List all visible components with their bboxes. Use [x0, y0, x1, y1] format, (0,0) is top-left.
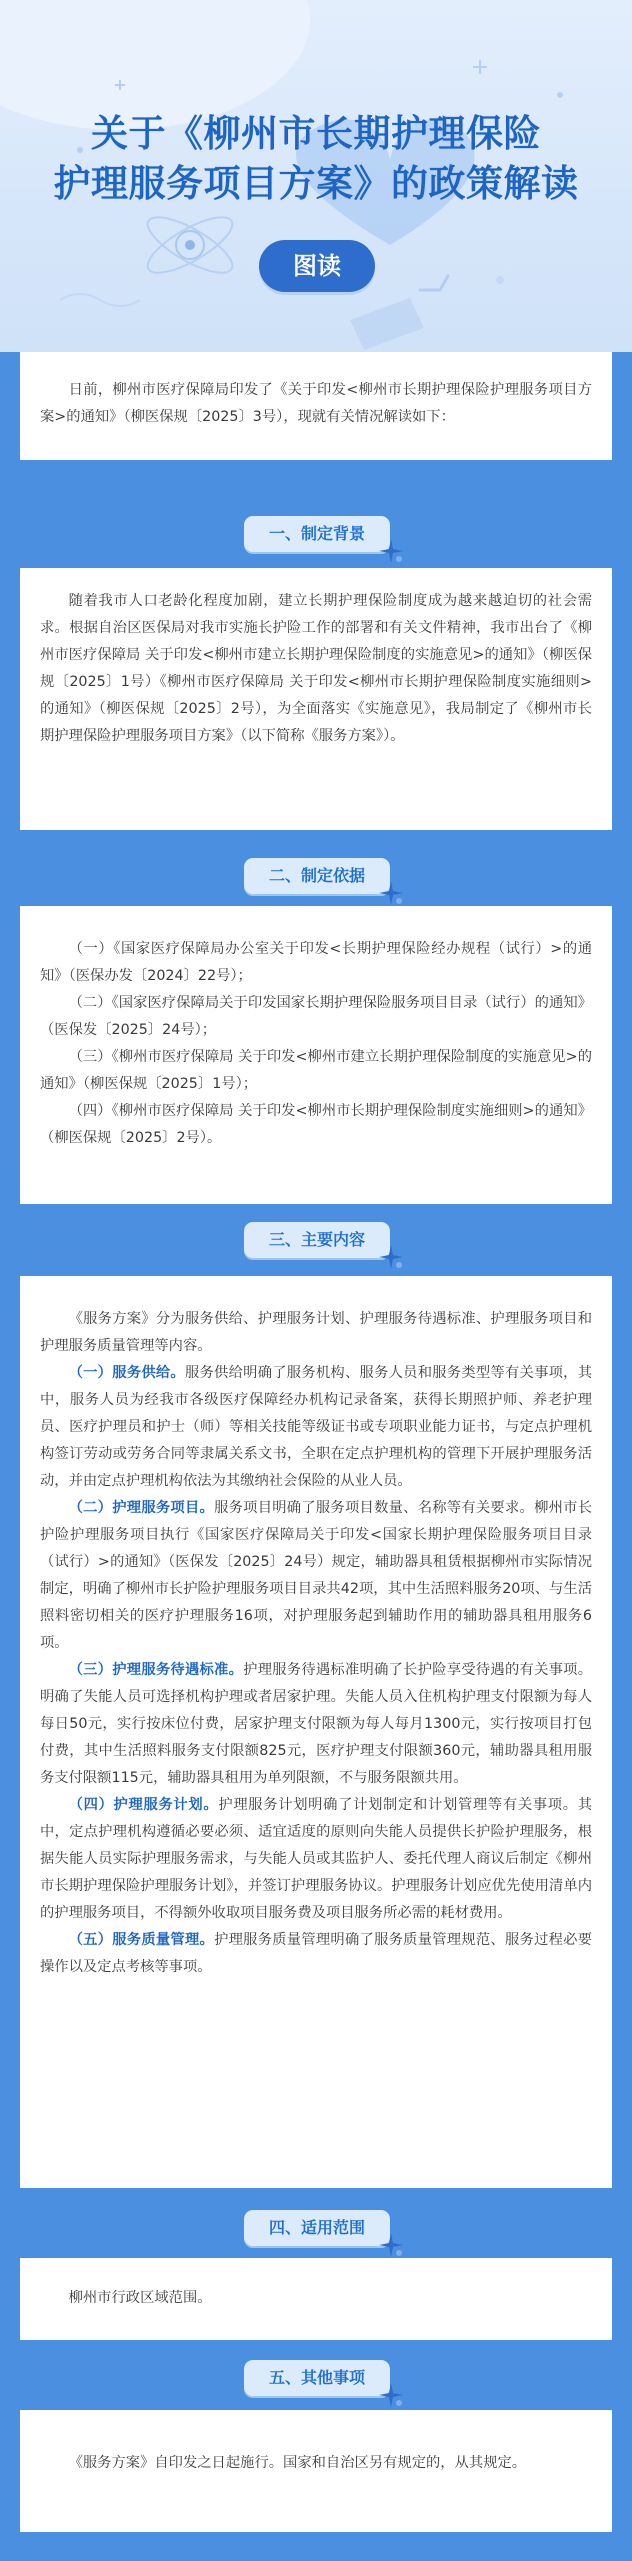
content-item-lead: （二）护理服务项目。 — [68, 1500, 215, 1516]
section-tab-basis — [244, 858, 390, 894]
title-line-2: 护理服务项目方案》的政策解读 — [53, 161, 579, 205]
page-title — [0, 108, 632, 208]
scope-text: 柳州市行政区域范围。 — [68, 2290, 212, 2306]
pill-icon — [350, 298, 424, 350]
content-item-lead: （一）服务供给。 — [68, 1365, 185, 1381]
tudu-badge: 图读 — [259, 240, 375, 292]
sparkle-icon — [378, 2232, 404, 2258]
section-tab-main-content — [244, 1222, 390, 1258]
sparkle-icon — [378, 538, 404, 564]
scope-card — [20, 2258, 612, 2340]
section-tab-background — [244, 516, 390, 552]
main-content-card — [20, 1276, 612, 2188]
basis-card — [20, 906, 612, 1204]
other-card — [20, 2410, 612, 2532]
basis-item: （三）《柳州市医疗保障局 关于印发<柳州市建立长期护理保险制度的实施意见>的通知》（柳医保规〔2025〕1号）； — [40, 1049, 592, 1092]
content-item-text: 护理服务计划明确了计划制定和计划管理等有关事项。其中，定点护理机构遵循必要必须、适宜适度的原则向失能人员提供长护险护理服务，根据失能人员实际护理服务需求，与失能人员或其监护人、委托代理人商议后制定《柳州市长期护理保险护理服务计划》，并签订护理服务协议。护理服务计划应优先使用清单内的护理服务项目，不得额外收取项目服务费及项目服务所必需的耗材费用。 — [40, 1797, 593, 1921]
content-item — [40, 1792, 592, 1927]
section-title: 一、制定背景 — [268, 524, 365, 543]
title-line-1: 关于《柳州市长期护理保险 — [91, 111, 541, 155]
content-item-text: 服务供给明确了服务机构、服务人员和服务类型等有关事项，其中，服务人员为经我市各级医疗保障经办机构记录备案，获得长期照护师、养老护理员、医疗护理员和护士（师）等相关技能等级证书或专项职业能力证书，与定点护理机构签订劳动或劳务合同等隶属关系文书，全职在定点护理机构的管理下开展护理服务活动，并由定点护理机构依法为其缴纳社会保险的从业人员。 — [40, 1365, 593, 1489]
section-tab-other — [244, 2360, 390, 2396]
background-card — [20, 568, 612, 830]
basis-item: （二）《国家医疗保障局关于印发国家长期护理保险服务项目目录（试行）的通知》（医保发〔2025〕24号）； — [40, 995, 592, 1038]
section-title: 五、其他事项 — [268, 2368, 365, 2387]
background-text: 随着我市人口老龄化程度加剧，建立长期护理保险制度成为越来越迫切的社会需求。根据自治区医保局对我市实施长护险工作的部署和有关文件精神，我市出台了《柳州市医疗保障局 关于印发<柳州市建立长期护理保险制度的实施意见>的通知》（柳医保规〔2025〕1号）《柳州市医疗保障局 关于印发<柳州市长期护理保险制度实施细则>的通知》（柳医保规〔2025〕2号），为全面落实《实施意见》，我局制定了《柳州市长期护理保险护理服务项目方案》（以下简称《服务方案》）。 — [40, 593, 592, 744]
sparkle-icon — [378, 2382, 404, 2408]
cart-icon — [420, 276, 448, 290]
section-title: 二、制定依据 — [268, 866, 365, 885]
other-text: 《服务方案》自印发之日起施行。国家和自治区另有规定的，从其规定。 — [68, 2455, 527, 2471]
content-item — [40, 1657, 592, 1792]
content-item — [40, 1495, 592, 1657]
content-item-text: 护理服务质量管理明确了服务质量管理规范、服务过程必要操作以及定点考核等事项。 — [40, 1932, 593, 1975]
intro-card — [20, 352, 612, 460]
content-item — [40, 1360, 592, 1495]
content-item-lead: （四）护理服务计划。 — [68, 1797, 219, 1813]
sparkle-icon — [378, 880, 404, 906]
section-title: 四、适用范围 — [268, 2218, 365, 2237]
section-title: 三、主要内容 — [268, 1230, 365, 1249]
content-item-lead: （五）服务质量管理。 — [68, 1932, 215, 1948]
section-tab-scope — [244, 2210, 390, 2246]
header-banner — [0, 0, 632, 352]
basis-item: （四）《柳州市医疗保障局 关于印发<柳州市长期护理保险制度实施细则>的通知》（柳医保规〔2025〕2号）。 — [40, 1103, 592, 1146]
sparkle-icon — [378, 1244, 404, 1270]
intro-text: 日前，柳州市医疗保障局印发了《关于印发<柳州市长期护理保险护理服务项目方案>的通知》（柳医保规〔2025〕3号），现就有关情况解读如下： — [40, 382, 592, 425]
main-content-intro: 《服务方案》分为服务供给、护理服务计划、护理服务待遇标准、护理服务项目和护理服务质量管理等内容。 — [40, 1311, 592, 1354]
content-item-text: 护理服务待遇标准明确了长护险享受待遇的有关事项。明确了失能人员可选择机构护理或者居家护理。失能人员入住机构护理支付限额为每人每日50元，实行按床位付费，居家护理支付限额为每人每月1300元，实行按项目打包付费，其中生活照料服务支付限额825元，医疗护理支付限额360元，辅助器具租用服务支付限额115元，辅助器具租用为单列限额，不与服务限额共用。 — [40, 1662, 593, 1786]
content-item-text: 服务项目明确了服务项目数量、名称等有关要求。柳州市长护险护理服务项目执行《国家医疗保障局关于印发<国家长期护理保险服务项目目录（试行）>的通知》（医保发〔2025〕24号）规定，辅助器具租赁根据柳州市实际情况制定，明确了柳州市长护险护理服务项目目录共42项，其中生活照料服务20项、与生活照料密切相关的医疗护理服务16项，对护理服务起到辅助作用的辅助器具租用服务6项。 — [40, 1500, 593, 1651]
content-item-lead: （三）护理服务待遇标准。 — [68, 1662, 244, 1678]
basis-item: （一）《国家医疗保障局办公室关于印发<长期护理保险经办规程（试行）>的通知》（医保办发〔2024〕22号）； — [40, 941, 592, 984]
content-item — [40, 1927, 592, 1981]
